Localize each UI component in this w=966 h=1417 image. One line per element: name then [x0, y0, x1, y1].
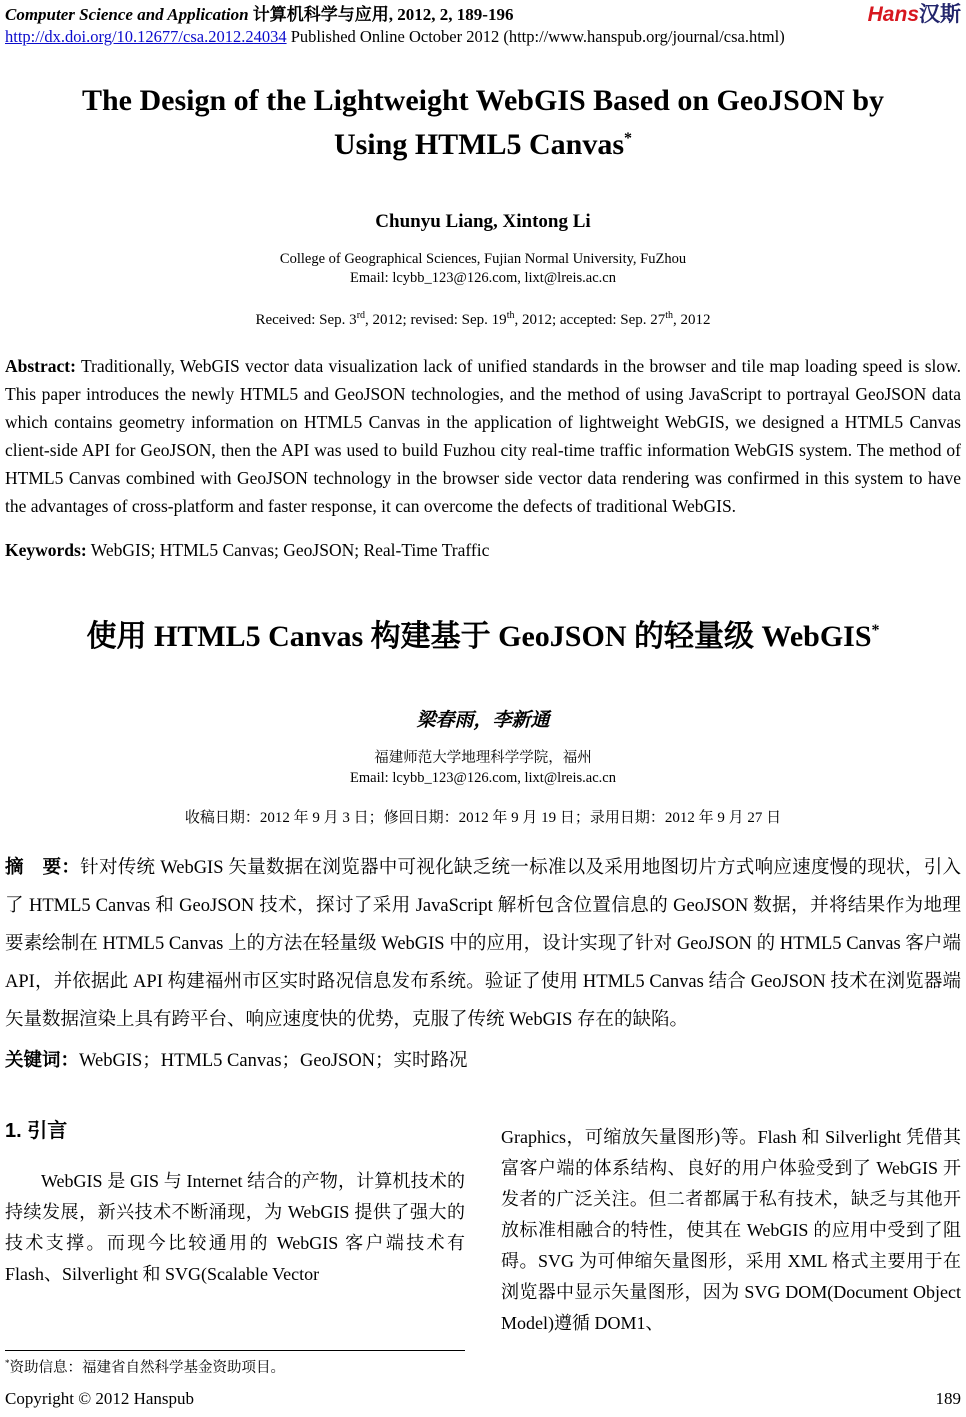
abstract-chinese [5, 848, 961, 1039]
journal-name-chinese: 计算机科学与应用, 2012, 2, 189-196 [252, 5, 514, 24]
received-dates-english [5, 306, 961, 330]
page-number: 189 [935, 1389, 961, 1408]
body-columns [5, 1118, 961, 1378]
received-seg4: , 2012 [673, 312, 711, 328]
received-sup2: th [506, 310, 515, 321]
paper-title-chinese [5, 610, 961, 658]
received-dates-chinese: 收稿日期：2012 年 9 月 3 日；修回日期：2012 年 9 月 19 日；录用日期：2012 年 9 月 27 日 [184, 810, 782, 826]
keywords-chinese [5, 1045, 961, 1076]
received-sup1: rd [356, 310, 366, 321]
title-chinese-text: 使用 HTML5 Canvas 构建基于 GeoJSON 的轻量级 WebGIS [86, 620, 872, 653]
footnote-mark: * [5, 1358, 10, 1369]
affiliation-english-line: College of Geographical Sciences, Fujian Normal University, FuZhou [279, 251, 687, 267]
title-english-line1: The Design of the Lightweight WebGIS Based on GeoJSON by [81, 84, 885, 117]
keywords-text-chinese: WebGIS；HTML5 Canvas；GeoJSON；实时路况 [79, 1051, 468, 1071]
abstract-english [5, 352, 961, 520]
copyright-text: Copyright © 2012 Hanspub [5, 1389, 195, 1408]
authors-chinese: 梁春雨，李新通 [416, 710, 550, 731]
abstract-text-chinese: 针对传统 WebGIS 矢量数据在浏览器中可视化缺乏统一标准以及采用地图切片方式响应速度慢的现状，引入了 HTML5 Canvas 和 GeoJSON 技术，探讨了采用 JavaScript 解析包含位置信息的 GeoJSON 数据，并将结果作为地理要素绘制在 HTML5 Canvas 上的方法在轻量级 WebGIS 中的应用，设计实现了针对 GeoJSON 的 HTML5 Canvas 客户端 API，并依据此 API 构建福州市区实时路况信息发布系统。验证了使用 HTML5 Canvas 结合 GeoJSON 技术在浏览器端矢量数据渲染上具有跨平台、响应速度快的优势，克服了传统 WebGIS 存在的缺陷。 [5, 858, 961, 1030]
received-seg3: , 2012; accepted: Sep. 27 [514, 312, 666, 328]
doi-line [5, 26, 961, 48]
received-seg2: , 2012; revised: Sep. 19 [365, 312, 507, 328]
affiliation-english [5, 250, 961, 288]
section-1-paragraph-left: WebGIS 是 GIS 与 Internet 结合的产物，计算机技术的持续发展，新兴技术不断涌现，为 WebGIS 提供了强大的技术支撑。而现今比较通用的 WebGIS 客户端技术有 Flash、Silverlight 和 SVG(Scalable Vector [5, 1171, 465, 1284]
paper-title-english [5, 82, 961, 164]
section-1-paragraph-right: Graphics，可缩放矢量图形)等。Flash 和 Silverlight 凭借其富客户端的体系结构、良好的用户体验受到了 WebGIS 开发者的广泛关注。但二者都属于私有技术，缺乏与其他开放标准相融合的特性，使其在 WebGIS 的应用中受到了阻碍。SVG 为可伸缩矢量图形，采用 XML 格式主要用于在浏览器中显示矢量图形，因为 SVG DOM(Document Object Model)遵循 DOM1、 [501, 1127, 961, 1333]
abstract-label-english: Abstract: [5, 356, 76, 376]
funding-footnote [5, 1350, 465, 1378]
hanspub-logo-hanzi: 汉斯 [919, 3, 961, 26]
title-footnote-mark: * [624, 130, 633, 147]
title-english-line2: Using HTML5 Canvas [333, 128, 625, 161]
authors-english: Chunyu Liang, Xintong Li [375, 211, 591, 232]
page-footer [5, 1389, 961, 1409]
doi-link[interactable]: http://dx.doi.org/10.12677/csa.2012.24034 [5, 27, 287, 46]
received-seg1: Received: Sep. 3 [255, 312, 357, 328]
abstract-text-english: Traditionally, WebGIS vector data visualization lack of unified standards in the browser and tile map loading speed is slow. This paper introduces the newly HTML5 and GeoJSON technologies, and the method of using JavaScript to portrayal GeoJSON data which contains geometry information on HTML5 Canvas in the application of lightweight WebGIS, we designed a HTML5 Canvas client-side API for GeoJSON, then the API was used to build Fuzhou city real-time traffic information WebGIS system. The method of HTML5 Canvas combined with GeoJSON technology in the browser side vector data rendering was confirmed in this system to have the advantages of cross-platform and faster response, it can overcome the defects of traditional WebGIS. [5, 356, 961, 516]
keywords-text-english: WebGIS; HTML5 Canvas; GeoJSON; Real-Time Traffic [86, 540, 490, 560]
email-chinese-line: Email: lcybb_123@126.com, lixt@lreis.ac.cn [350, 770, 616, 786]
keywords-label-chinese: 关键词： [5, 1049, 80, 1070]
title-chinese-footnote-mark: * [871, 622, 880, 639]
right-column [501, 1118, 961, 1378]
published-online-text: Published Online October 2012 (http://www.hanspub.org/journal/csa.html) [290, 27, 785, 46]
hanspub-logo-hans: Hans [867, 3, 919, 26]
abstract-label-chinese: 摘 要： [5, 856, 81, 877]
journal-header [5, 4, 961, 26]
footnote-text: 资助信息：福建省自然科学基金资助项目。 [9, 1360, 285, 1376]
keywords-english [5, 536, 961, 564]
journal-name-english: Computer Science and Application [5, 5, 249, 24]
affiliation-chinese [5, 748, 961, 788]
received-sup3: th [665, 310, 674, 321]
left-column [5, 1118, 465, 1378]
keywords-label-english: Keywords: [5, 540, 87, 560]
journal-info [5, 4, 513, 26]
email-english-line: Email: lcybb_123@126.com, lixt@lreis.ac.cn [350, 270, 616, 286]
hanspub-logo [868, 4, 961, 26]
affiliation-chinese-line: 福建师范大学地理科学学院，福州 [374, 750, 592, 766]
section-1-heading: 1. 引言 [5, 1120, 68, 1142]
